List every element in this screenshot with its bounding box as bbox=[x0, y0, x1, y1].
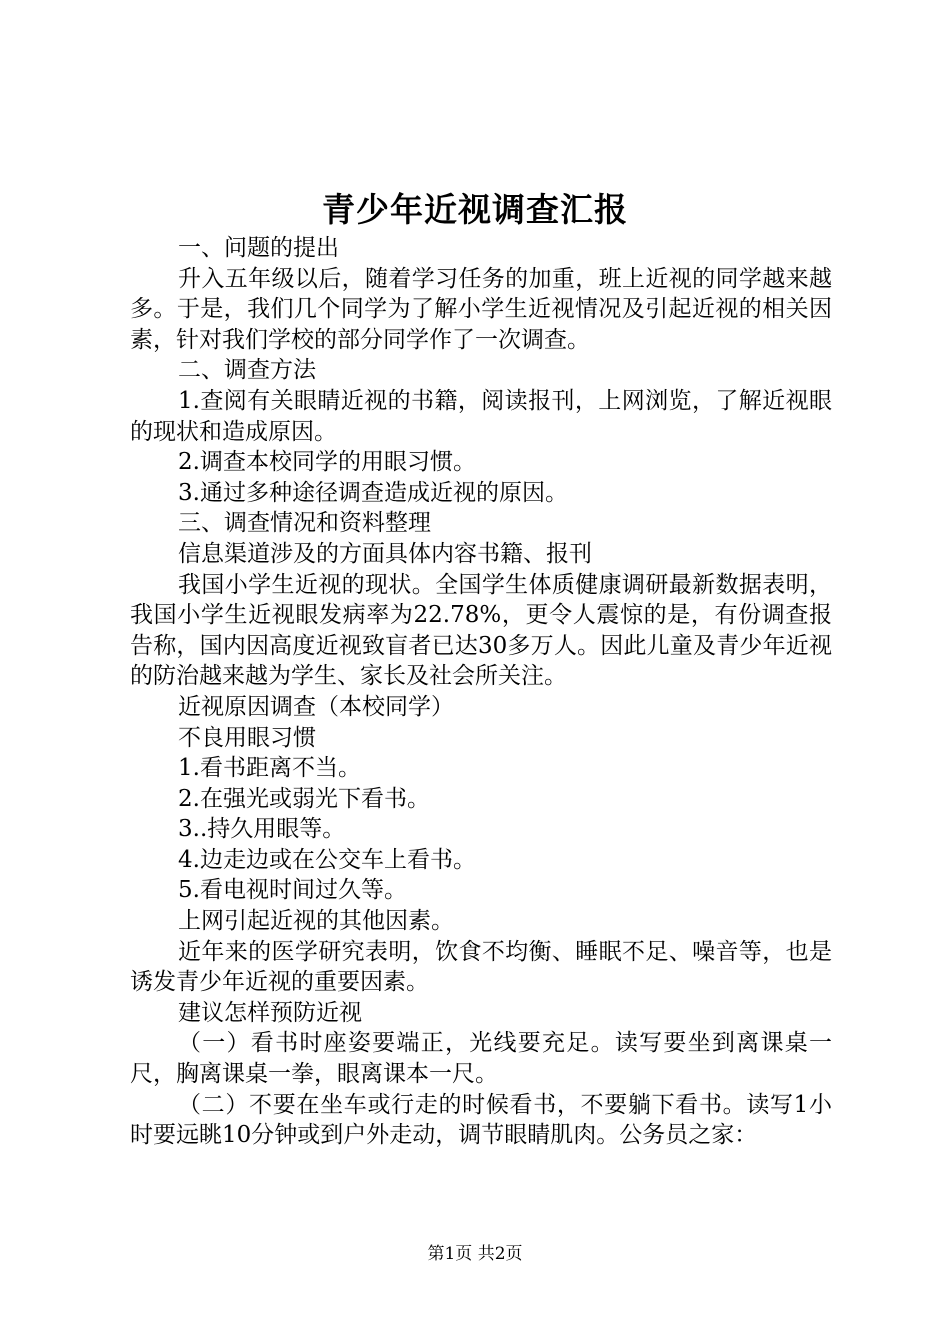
section-heading-findings: 三、调查情况和资料整理 bbox=[178, 510, 431, 537]
habit-item-2: 2.在强光或弱光下看书。 bbox=[178, 785, 430, 812]
habit-item-3: 3..持久用眼等。 bbox=[178, 816, 346, 843]
subheading-bad-habits: 不良用眼习惯 bbox=[178, 724, 316, 751]
method-item-2: 2.调查本校同学的用眼习惯。 bbox=[178, 449, 476, 476]
paragraph-current-status: 我国小学生近视的现状。全国学生体质健康调研最新数据表明，我国小学生近视眼发病率为22.78%，更令人震惊的是，有份调查报告称，国内因高度近视致盲者已达30多万人。因此儿童及青少年近视的防治越来越为学生、家长及社会所关注。 bbox=[130, 571, 832, 690]
method-item-1: 1.查阅有关眼睛近视的书籍，阅读报刊，上网浏览，了解近视眼的现状和造成原因。 bbox=[130, 387, 832, 445]
habit-item-5: 5.看电视时间过久等。 bbox=[178, 877, 407, 904]
paragraph-medical-research: 近年来的医学研究表明，饮食不均衡、睡眠不足、噪音等，也是诱发青少年近视的重要因素。 bbox=[130, 938, 832, 996]
subheading-other-factors: 上网引起近视的其他因素。 bbox=[178, 908, 454, 935]
section-heading-method: 二、调查方法 bbox=[178, 357, 316, 384]
habit-item-4: 4.边走边或在公交车上看书。 bbox=[178, 846, 476, 873]
info-channel-line: 信息渠道涉及的方面具体内容书籍、报刊 bbox=[178, 540, 592, 567]
habit-item-1: 1.看书距离不当。 bbox=[178, 755, 361, 782]
prevention-item-1: （一）看书时座姿要端正，光线要充足。读写要坐到离课桌一尺，胸离课桌一拳，眼离课本一尺。 bbox=[130, 1030, 832, 1088]
page-number-footer: 第1页 共2页 bbox=[427, 1244, 523, 1264]
document-title: 青少年近视调查汇报 bbox=[322, 190, 628, 229]
subheading-prevention: 建议怎样预防近视 bbox=[178, 999, 362, 1026]
section-heading-problem: 一、问题的提出 bbox=[178, 235, 339, 261]
prevention-item-2: （二）不要在坐车或行走的时候看书，不要躺下看书。读写1小时要远眺10分钟或到户外走动，调节眼睛肌肉。公务员之家： bbox=[130, 1091, 832, 1149]
document-body bbox=[130, 233, 832, 1151]
method-item-3: 3.通过多种途径调查造成近视的原因。 bbox=[178, 479, 568, 506]
paragraph-problem: 升入五年级以后，随着学习任务的加重，班上近视的同学越来越多。于是，我们几个同学为了解小学生近视情况及引起近视的相关因素，针对我们学校的部分同学作了一次调查。 bbox=[130, 265, 832, 353]
subheading-causes: 近视原因调查（本校同学） bbox=[178, 693, 454, 720]
